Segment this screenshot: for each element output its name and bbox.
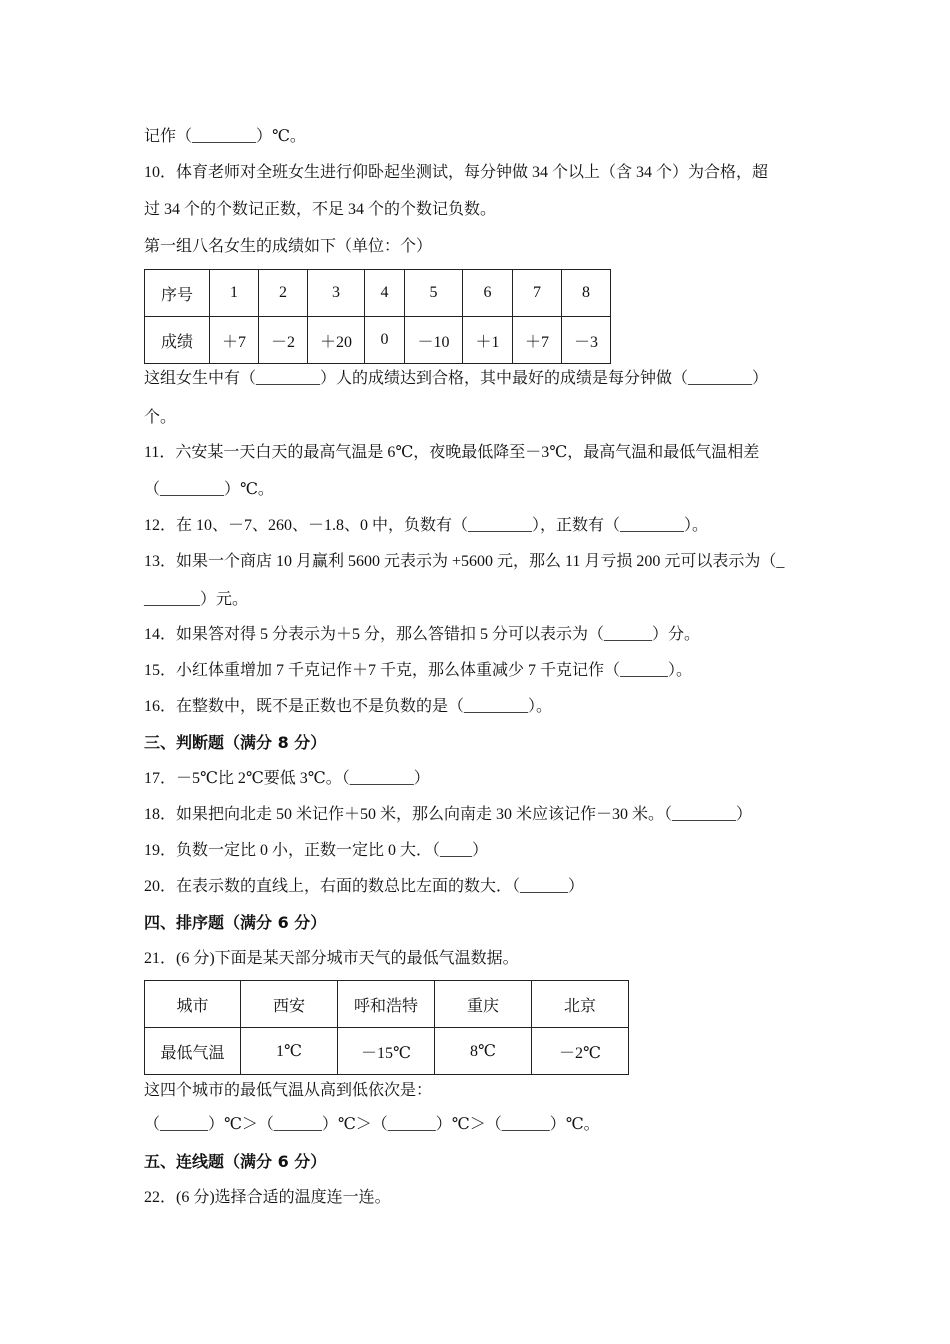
table-cell: ＋7 [513,317,562,364]
q12-text: 12．在 10、－7、260、－1.8、0 中，负数有（________），正数有（________）。 [144,517,709,534]
q21-answer-blanks: （______）℃＞（______）℃＞（______）℃＞（______）℃。 [144,1116,600,1133]
table-cell: 1℃ [241,1028,338,1075]
section-3-heading: 三、判断题（满分 8 分） [144,733,327,752]
table-row [145,1028,629,1075]
q13-text-1: 13．如果一个商店 10 月赢利 5600 元表示为 +5600 元，那么 11 月亏损 200 元可以表示为（_ [144,553,785,570]
table-cell: 西安 [241,981,338,1028]
table-cell: 0 [365,317,405,364]
table-cell: 5 [405,270,463,317]
table-cell: 重庆 [435,981,532,1028]
table-cell: －10 [405,317,463,364]
table-cell: 呼和浩特 [338,981,435,1028]
q9-continuation: 记作（________）℃。 [144,128,306,145]
table-cell: 2 [259,270,308,317]
q10-text-2: 过 34 个的个数记正数，不足 34 个的个数记负数。 [144,201,497,218]
table-cell: ＋7 [210,317,259,364]
table-cell: ＋20 [308,317,365,364]
q11-text-2: （________）℃。 [144,481,274,498]
q19-text: 19．负数一定比 0 小，正数一定比 0 大．（____） [144,842,489,859]
section-5-heading: 五、连线题（满分 6 分） [144,1152,327,1171]
table-cell: 3 [308,270,365,317]
score-table [144,269,611,364]
q11-text-1: 11．六安某一天白天的最高气温是 6℃，夜晚最低降至－3℃，最高气温和最低气温相差 [144,444,760,461]
q15-text: 15．小红体重增加 7 千克记作＋7 千克，那么体重减少 7 千克记作（______）。 [144,662,693,679]
q21-prompt: 这四个城市的最低气温从高到低依次是： [144,1080,433,1099]
q17-text: 17．－5℃比 2℃要低 3℃。（________） [144,770,430,787]
table-row [145,981,629,1028]
table-cell: 6 [463,270,513,317]
table-cell: 1 [210,270,259,317]
table-row [145,317,611,364]
table-header-cell: 成绩 [145,317,210,364]
q13-text-2: _______）元。 [144,591,249,608]
q10-table-caption: 第一组八名女生的成绩如下（单位：个） [144,236,433,255]
q10-question-1: 这组女生中有（________）人的成绩达到合格，其中最好的成绩是每分钟做（________） [144,370,769,387]
q18-text: 18．如果把向北走 50 米记作＋50 米，那么向南走 30 米应该记作－30 米。（________） [144,806,753,823]
temperature-table [144,980,629,1075]
table-cell: －2℃ [532,1028,629,1075]
q14-text: 14．如果答对得 5 分表示为＋5 分，那么答错扣 5 分可以表示为（______）分。 [144,626,701,643]
table-cell: 4 [365,270,405,317]
table-cell: 北京 [532,981,629,1028]
q16-text: 16．在整数中，既不是正数也不是负数的是（________）。 [144,698,553,715]
q22-text: 22．(6 分)选择合适的温度连一连。 [144,1189,391,1206]
q20-text: 20．在表示数的直线上，右面的数总比左面的数大．（______） [144,878,585,895]
q21-text: 21．(6 分)下面是某天部分城市天气的最低气温数据。 [144,950,519,967]
table-cell: ＋1 [463,317,513,364]
table-header-cell: 最低气温 [145,1028,241,1075]
table-cell: －3 [562,317,611,364]
table-header-cell: 城市 [145,981,241,1028]
section-4-heading: 四、排序题（满分 6 分） [144,913,327,932]
table-cell: －15℃ [338,1028,435,1075]
table-header-cell: 序号 [145,270,210,317]
q10-question-2: 个。 [144,407,177,426]
q10-text-1: 10．体育老师对全班女生进行仰卧起坐测试，每分钟做 34 个以上（含 34 个）为合格，超 [144,164,769,181]
table-row [145,270,611,317]
table-cell: 8 [562,270,611,317]
table-cell: －2 [259,317,308,364]
table-cell: 7 [513,270,562,317]
table-cell: 8℃ [435,1028,532,1075]
